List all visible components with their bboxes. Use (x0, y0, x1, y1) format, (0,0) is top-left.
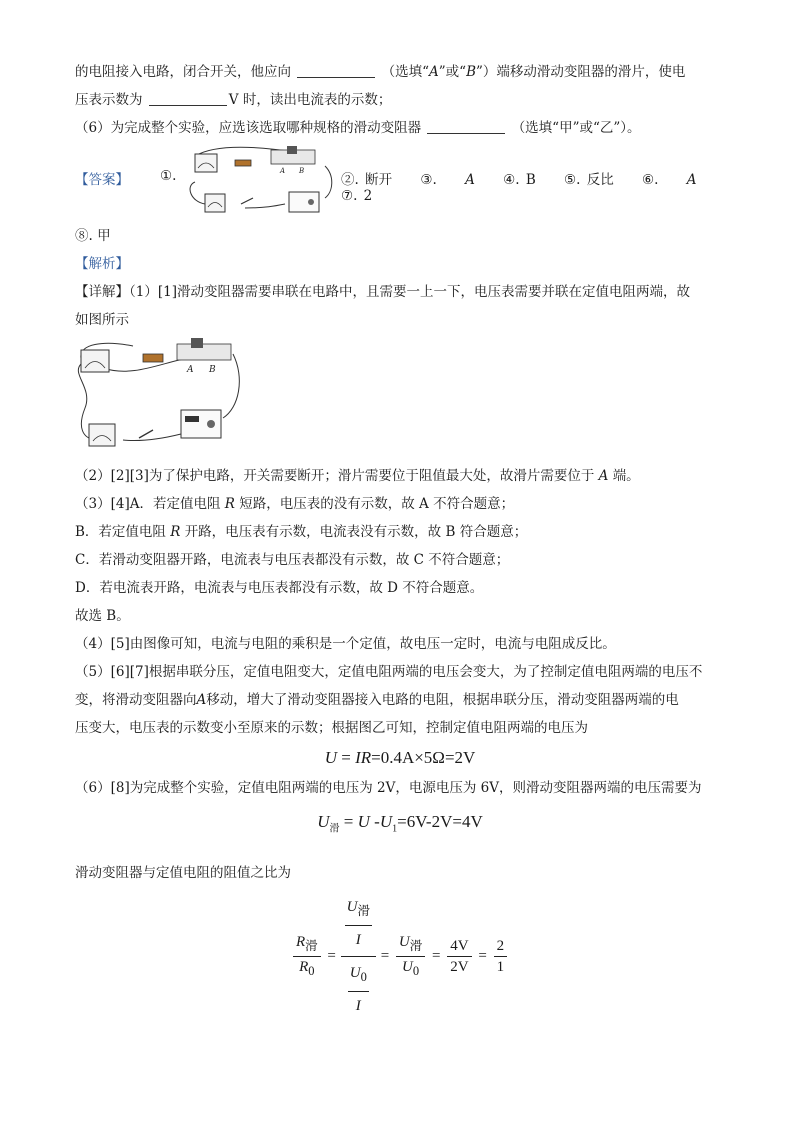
analysis-detail-1b: 如图所示 (75, 312, 129, 328)
q5-text: （选填“ (381, 64, 429, 80)
q5-text: 的电阻接入电路，闭合开关，他应向 (75, 64, 291, 80)
analysis-p3: （3）[4]A．若定值电阻 R 短路，电压表的没有示数，故 A 不符合题意； (75, 496, 515, 512)
answer-item-1: ①. (160, 168, 177, 184)
label-a: A (187, 365, 194, 375)
formula-voltage: U = IR=0.4A×5Ω=2V (324, 748, 476, 767)
q6-text: （6）为完成整个实验，应选该选取哪种规格的滑动变阻器 (75, 120, 422, 136)
answer-tag: 【答案】 (75, 172, 129, 188)
resistor-icon (235, 160, 251, 166)
formula-resistance-ratio: $\frac{R_滑}{R_0}$ = $\frac{\frac{U_滑}{I}}{\frac{U_0}{I}}$ = $\frac{U_滑}{U_0}$ = $\frac{4V}{2V}$ = $\frac{2}{1}$ (75, 893, 725, 1020)
label-a: A (280, 167, 286, 175)
analysis-p6: （6）[8]为完成整个实验，定值电阻两端的电压为 2V，电源电压为 6V，则滑动变阻器两端的电压需要为 (75, 780, 702, 796)
q5-text: ”）端移动滑动变阻器的滑片，使电 (475, 64, 686, 80)
analysis-selection: 故选 B。 (75, 608, 130, 624)
rheostat-slider-icon (287, 146, 297, 154)
q5-text: V 时，读出电流表的示数； (228, 92, 392, 108)
analysis-p5-line-3: 压变大，电压表的示数变小至原来的示数；根据图乙可知，控制定值电阻两端的电压为 (75, 720, 588, 736)
answer-line-2 (75, 222, 725, 250)
rheostat-icon (177, 344, 231, 360)
analysis-option-b: B．若定值电阻 R 开路，电压表有示数，电流表没有示数，故 B 符合题意； (75, 524, 528, 540)
answer-item-2: ②. 断开 (341, 172, 393, 188)
analysis-option-c: C．若滑动变阻器开路，电流表与电压表都没有示数，故 C 不符合题意； (75, 552, 510, 568)
q5-text: ”或“ (438, 64, 467, 80)
answer-item-3: ③. A (420, 172, 475, 188)
answer-blank (149, 91, 227, 106)
formula-rheostat-voltage: $U_滑 = U$ $-U_1=6V-2V=4V$ (317, 812, 483, 835)
analysis-p4: （4）[5]由图像可知，电流与电阻的乘积是一个定值，故电压一定时，电流与电阻成反比。 (75, 636, 616, 652)
answer-items (341, 168, 725, 204)
label-b: B (209, 365, 216, 375)
document-page (75, 58, 725, 1020)
answer-item-4: ④. B (503, 172, 536, 188)
rheostat-slider-icon (191, 338, 203, 348)
resistor-icon (143, 354, 163, 362)
voltmeter-icon (81, 350, 109, 372)
answer-item-6: ⑥. A (642, 172, 697, 188)
answer-blank (427, 119, 505, 134)
answer-item-8: ⑧. 甲 (75, 228, 111, 244)
circuit-diagram-small (185, 146, 335, 218)
q6-text: （选填“甲”或“乙”）。 (511, 120, 641, 136)
label-b: B (299, 167, 305, 175)
switch-icon (139, 430, 153, 438)
q5-option-b: B (466, 64, 476, 80)
analysis-p2: （2）[2][3]为了保护电路，开关需要断开；滑片需要位于阻值最大处，故滑片需要位于 A 端。 (75, 468, 640, 484)
q5-option-a: A (429, 64, 439, 80)
answer-item-5: ⑤. 反比 (564, 172, 614, 188)
switch-icon (241, 198, 253, 204)
answer-item-7: ⑦. 2 (341, 188, 373, 204)
ammeter-icon (205, 194, 225, 212)
q6-line (75, 114, 725, 142)
q5-text: 压表示数为 (75, 92, 143, 108)
analysis-option-d: D．若电流表开路，电流表与电压表都没有示数，故 D 不符合题意。 (75, 580, 484, 596)
q5-line-2 (75, 86, 725, 114)
analysis-p7: 滑动变阻器与定值电阻的阻值之比为 (75, 865, 291, 882)
q5-line-1 (75, 58, 725, 86)
analysis-p5-line-2: 变，将滑动变阻器向A移动，增大了滑动变阻器接入电路的电阻，根据串联分压，滑动变阻器两端的电 (75, 692, 679, 708)
analysis-tag: 【解析】 (75, 256, 129, 272)
analysis-detail-1: 【详解】（1）[1]滑动变阻器需要串联在电路中，且需要一上一下，电压表需要并联在定值电阻两端，故 (75, 284, 690, 300)
answer-row (75, 146, 725, 218)
ammeter-icon (89, 424, 115, 446)
circuit-diagram-large (73, 338, 243, 456)
answer-blank (297, 63, 375, 78)
power-supply-icon (289, 192, 319, 212)
analysis-p5-line-1: （5）[6][7]根据串联分压，定值电阻变大，定值电阻两端的电压会变大，为了控制定值电阻两端的电压不 (75, 664, 703, 680)
